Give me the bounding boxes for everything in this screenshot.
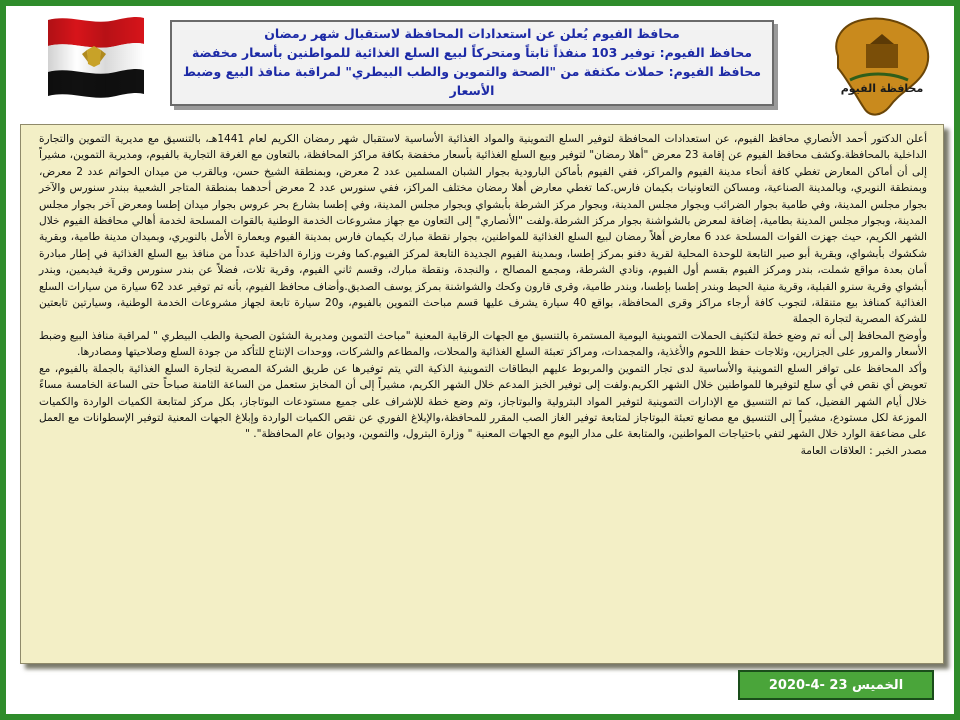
date-text: الخميس 23 -4-2020	[768, 677, 904, 693]
article-body	[20, 124, 944, 664]
logo-emblem	[866, 44, 898, 68]
headline-box	[170, 20, 774, 106]
article-paragraph: أعلن الدكتور أحمد الأنصاري محافظ الفيوم، عن استعدادات المحافظة لتوفير السلع التموينية والمواد الغذائية الأساسية لاستقبال شهر رمضان الكريم لعام 1441هـ، بالتنسيق مع مديرية التموين والتجارة الداخلية بالمحافظة.وكشف محافظ الفيوم عن إقامة 23 معرض "أهلا رمضان" لتوفير وبيع السلع الغذائية بأسعار مخفضة بكافة مراكز المحافظة، بالتعاون مع الغرفة التجارية بالفيوم، ومديرية التموين، مشيراً إلى أن أماكن المعارض تغطي كافة أنحاء مدينة الفيوم والمراكز، ففي الفيوم بأماكن البارودية بجوار الشبان المسلمين عدد 2 معرض، وبمنطقة الشيخ حسن، وبالقرب من ميدان الحواتم عدد 2 معرض، وبمنطقة النويري، وبالمدينة الصناعية، ومساكن التعاونيات بكيمان فارس.كما تغطي معارض أهلا رمضان مختلف المراكز، ففي سنورس عدد 2 معرض أحدهما بمنطقة المتاجر الشعبية ببندر سنورس والآخر بجوار مجلس المدينة، وفي طامية بجوار الضرائب وبجوار مجلس المدينة، وبجوار مركز الشرطة بأبشواي وبجوار مجلس المدينة، وفي إطسا بشارع بحر عروس بجوار ميدان إطسا ومعرض آخر بجوار مجلس المدينة، وبجوار مجلس المدينة بطامية، إضافة لمعرض بالشواشنة بجوار مركز الشرطة.ولفت "الأنصاري" إلى التعاون مع جهاز مشروعات الخدمة الوطنية بالقوات المسلحة لخدمة أهالي محافظة الفيوم خلال الشهر الكريم، حيث جهزت القوات المسلحة عدد 6 معارض أهلاً رمضان لبيع السلع الغذائية للمواطنين، بجوار نقطة مبارك بكيمان فارس بمدينة الفيوم وبعمارة الأمل بالنويري، وبميدان مدينة طامية، وبقرية شكشوك بأبشواي، وبقرية أبو صير التابعة للوحدة المحلية لقرية دفنو بمركز إطسا، وبمدينة الفيوم الجديدة التابعة لمركز الفيوم.كما وفرت وزارة الداخلية عدداً من منافذ بيع السلع الغذائية في إطار مبادرة أمان بعدة مواقع شملت، بندر ومركز الفيوم بقسم أول الفيوم، ونادي الشرطة، ومجمع المصالح ، والنجدة، ونقطة مبارك، وقسم ثاني الفيوم، وقرية تلات، فضلاً عن بندر سنورس وقرية فيديمين، وبندر أبشواي وقرية سنرو القبلية، وقرية منية الحيط وبندر إطسا بإطسا، وبندر طامية، وقرى قارون وكحك والشواشنة بمركز يوسف الصديق.وأضاف محافظ الفيوم، بأنه تم توفير عدد 62 سيارة من سيارات السلع الغذائية كمنافذ بيع متنقلة، لتجوب كافة أرجاء مراكز وقرى المحافظة، بواقع 40 سيارة يشرف عليها قسم مباحث التموين بالفيوم، و20 سيارة تابعة لجهاز مشروعات الخدمة الوطنية، وسيارتين تابعتين للشركة المصرية لتجارة الجملة	[39, 133, 928, 326]
egypt-flag-icon	[46, 14, 146, 98]
article-paragraph: وأكد المحافظ على توافر السلع التموينية والأساسية لدى تجار التموين والمربوط عليهم البطاقات التموينية الذكية التي يتم توفيرها عن طريق الشركة المصرية لتجارة السلع الغذائية بالجملة بالفيوم، مع تعويض أي نقص في أي سلع لتوفيرها للمواطنين خلال الشهر الكريم.ولفت إلى توفير الخبز المدعم خلال الشهر الكريم، مشيراً إلى أن المخابز ستعمل من الساعة الثامنة صباحاً حتى الساعة الخامسة مساءً خلال أيام الشهر الفضيل، كما تم التنسيق مع الإدارات التموينية لتوفير المواد البترولية والبوتاجاز، وتم وضع خطة للإشراف على جميع مستودعات البوتاجاز، بكل مركز لمتابعة الكميات الواردة والكميات الموزعة لكل مستودع، مشيراً إلى التنسيق مع مصانع تعبئة البوتاجاز لمتابعة توفير الغاز الصب المقرر للمحافظة،والإبلاغ الفوري عن نقص الكميات الواردة وإبلاغ الجهات المعنية لتوفير الإسطوانات مع العمل على مضاعفة الوارد خلال الشهر لتفي باحتياجات المواطنين، والمتابعة على مدار اليوم مع الجهات المعنية " وزارة البترول، والتموين، وديوان عام المحافظة". "	[39, 362, 927, 441]
headline-3: محافظ الفيوم: حملات مكثفة من "الصحة والتموين والطب البيطري" لمراقبة منافذ البيع وضبط الأسعار	[182, 64, 762, 98]
headline-1: محافظ الفيوم يُعلن عن استعدادات المحافظة لاستقبال شهر رمضان	[264, 26, 680, 41]
news-source: مصدر الخبر : العلاقات العامة	[800, 444, 927, 457]
article-paragraph: وأوضح المحافظ إلى أنه تم وضع خطة لتكثيف الحملات التموينية اليومية المستمرة بالتنسيق مع الجهات الرقابية المعنية "مباحث التموين ومديرية الشئون الصحية والطب البيطري " لمراقبة منافذ البيع وضبط الأسعار والمرور على الجزارين، وثلاجات حفظ اللحوم والأغذية، والمجمدات، ومراكز تعبئة السلع الغذائية والمحلات، والمطاعم والشركات، ووحدات الإنتاج للتأكد من جودة السلع وصلاحيتها ومصادرها.	[39, 329, 927, 359]
date-banner	[738, 670, 934, 700]
logo-text: محافظة الفيوم	[840, 82, 924, 95]
headline-2: محافظ الفيوم: توفير 103 منفذاً ثابتاً ومتحركاً لبيع السلع الغذائية للمواطنين بأسعار مخفضة	[191, 45, 753, 60]
fayoum-governorate-logo	[820, 10, 940, 122]
